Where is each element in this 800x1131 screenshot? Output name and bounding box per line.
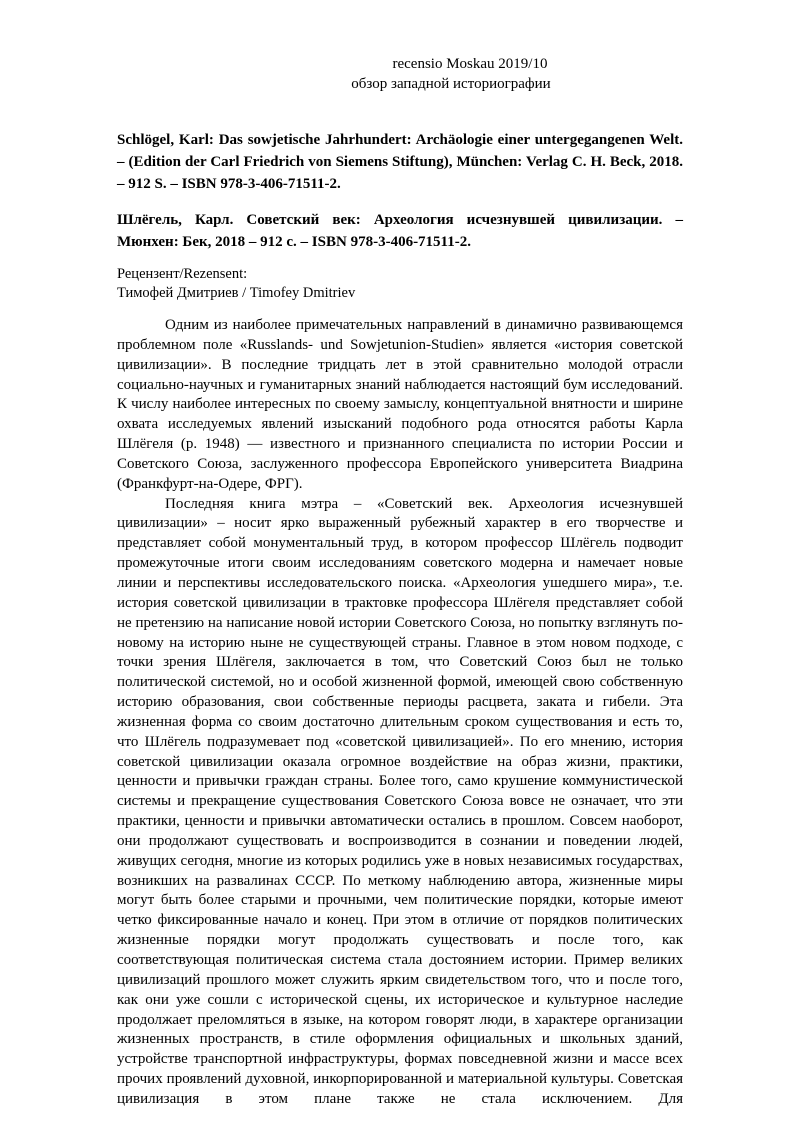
- reviewer-label: Рецензент/Rezensent:: [117, 266, 248, 282]
- series-label: recensio Moskau 2019/10: [392, 56, 548, 72]
- review-body: [117, 316, 683, 1110]
- paragraph: Одним из наиболее примечательных направлений в динамично развивающемся проблемном поле «Russlands- und Sowjetunion-Studien» является «история советской цивилизации». В последние тридцать лет в этой сравнительно молодой отрасли социально-научных и гуманитарных знаний наблюдается настоящий бум исследований. К числу наиболее интересных по своему замыслу, концептуальной внятности и ширине охвата исследуемых явлений изысканий подобного рода относятся работы Карла Шлёгеля (р. 1948) — известного и признанного специалиста по истории России и Советского Союза, заслуженного профессора Европейского университета Виадрина (Франкфурт-на-Одере, ФРГ).: [117, 317, 683, 492]
- book-title-german: Schlögel, Karl: Das sowjetische Jahrhundert: Archäologie einer untergegangenen Welt. – (Edition der Carl Friedrich von Siemens Stiftung), München: Verlag C. H. Beck, 2018. – 912 S. – ISBN 978-3-406-71511-2.: [117, 132, 683, 192]
- document-header: [117, 54, 683, 94]
- reviewer-name: Тимофей Дмитриев / Timofey Dmitriev: [117, 285, 356, 301]
- series-subtitle: обзор западной историографии: [351, 76, 551, 92]
- reviewer-block: [117, 265, 355, 303]
- paragraph: Последняя книга мэтра – «Советский век. Археология исчезнувшей цивилизации» – носит ярко выраженный рубежный характер в его творчестве и представляет собой монументальный труд, в котором профессор Шлёгель подводит промежуточные итоги своим исследованиям советского модерна и намечает новые линии и перспективы исследовательского поиска. «Археология ушедшего мира», т.е. история советской цивилизации в трактовке профессора Шлёгеля представляет собой не претензию на написание новой истории Советского Союза, но попытку взглянуть по-новому на историю ныне не существующей страны. Главное в этом новом подходе, с точки зрения Шлёгеля, заключается в том, что Советский Союз был не только политической системой, но и особой жизненной формой, имеющей свою собственную историю образования, свои собственные периоды расцвета, заката и гибели. Эта жизненная форма со своим достаточно длительным сроком существования и есть то, что Шлёгель подразумевает под «советской цивилизацией». По его мнению, история советской цивилизации оказала огромное воздействие на образ жизни, практики, ценности и привычки граждан страны. Более того, само крушение коммунистической системы и прекращение существования Советского Союза вовсе не означает, что эти практики, ценности и привычки автоматически остались в прошлом. Совсем наоборот, они продолжают существовать и воспроизводится в сознании и поведении людей, живущих сегодня, многие из которых родились уже в новых независимых государствах, возникших на развалинах СССР. По меткому наблюдению автора, жизненные миры могут быть более старыми и прочными, чем политические порядки, которые имеют четко фиксированные начало и конец. При этом в отличие от порядков политических жизненные порядки могут продолжать существовать и после того, как соответствующая политическая система стала достоянием истории. Пример великих цивилизаций прошлого может служить ярким свидетельством того, что и после того, как они уже сошли с исторической сцены, их историческое и культурное наследие продолжает преломляться в языке, на котором говорят люди, в характере организации жизненных пространств, в стиле оформления официальных и школьных зданий, устройстве транспортной инфраструктуры, формах повседневной жизни и массе всех прочих проявлений духовной, инкорпорированной и материальной культуры. Советская цивилизация в этом плане также не стала исключением. Для: [117, 495, 683, 1107]
- book-title-russian: Шлёгель, Карл. Советский век: Археология исчезнувшей цивилизации. – Мюнхен: Бек, 2018 – 912 с. – ISBN 978-3-406-71511-2.: [117, 212, 683, 250]
